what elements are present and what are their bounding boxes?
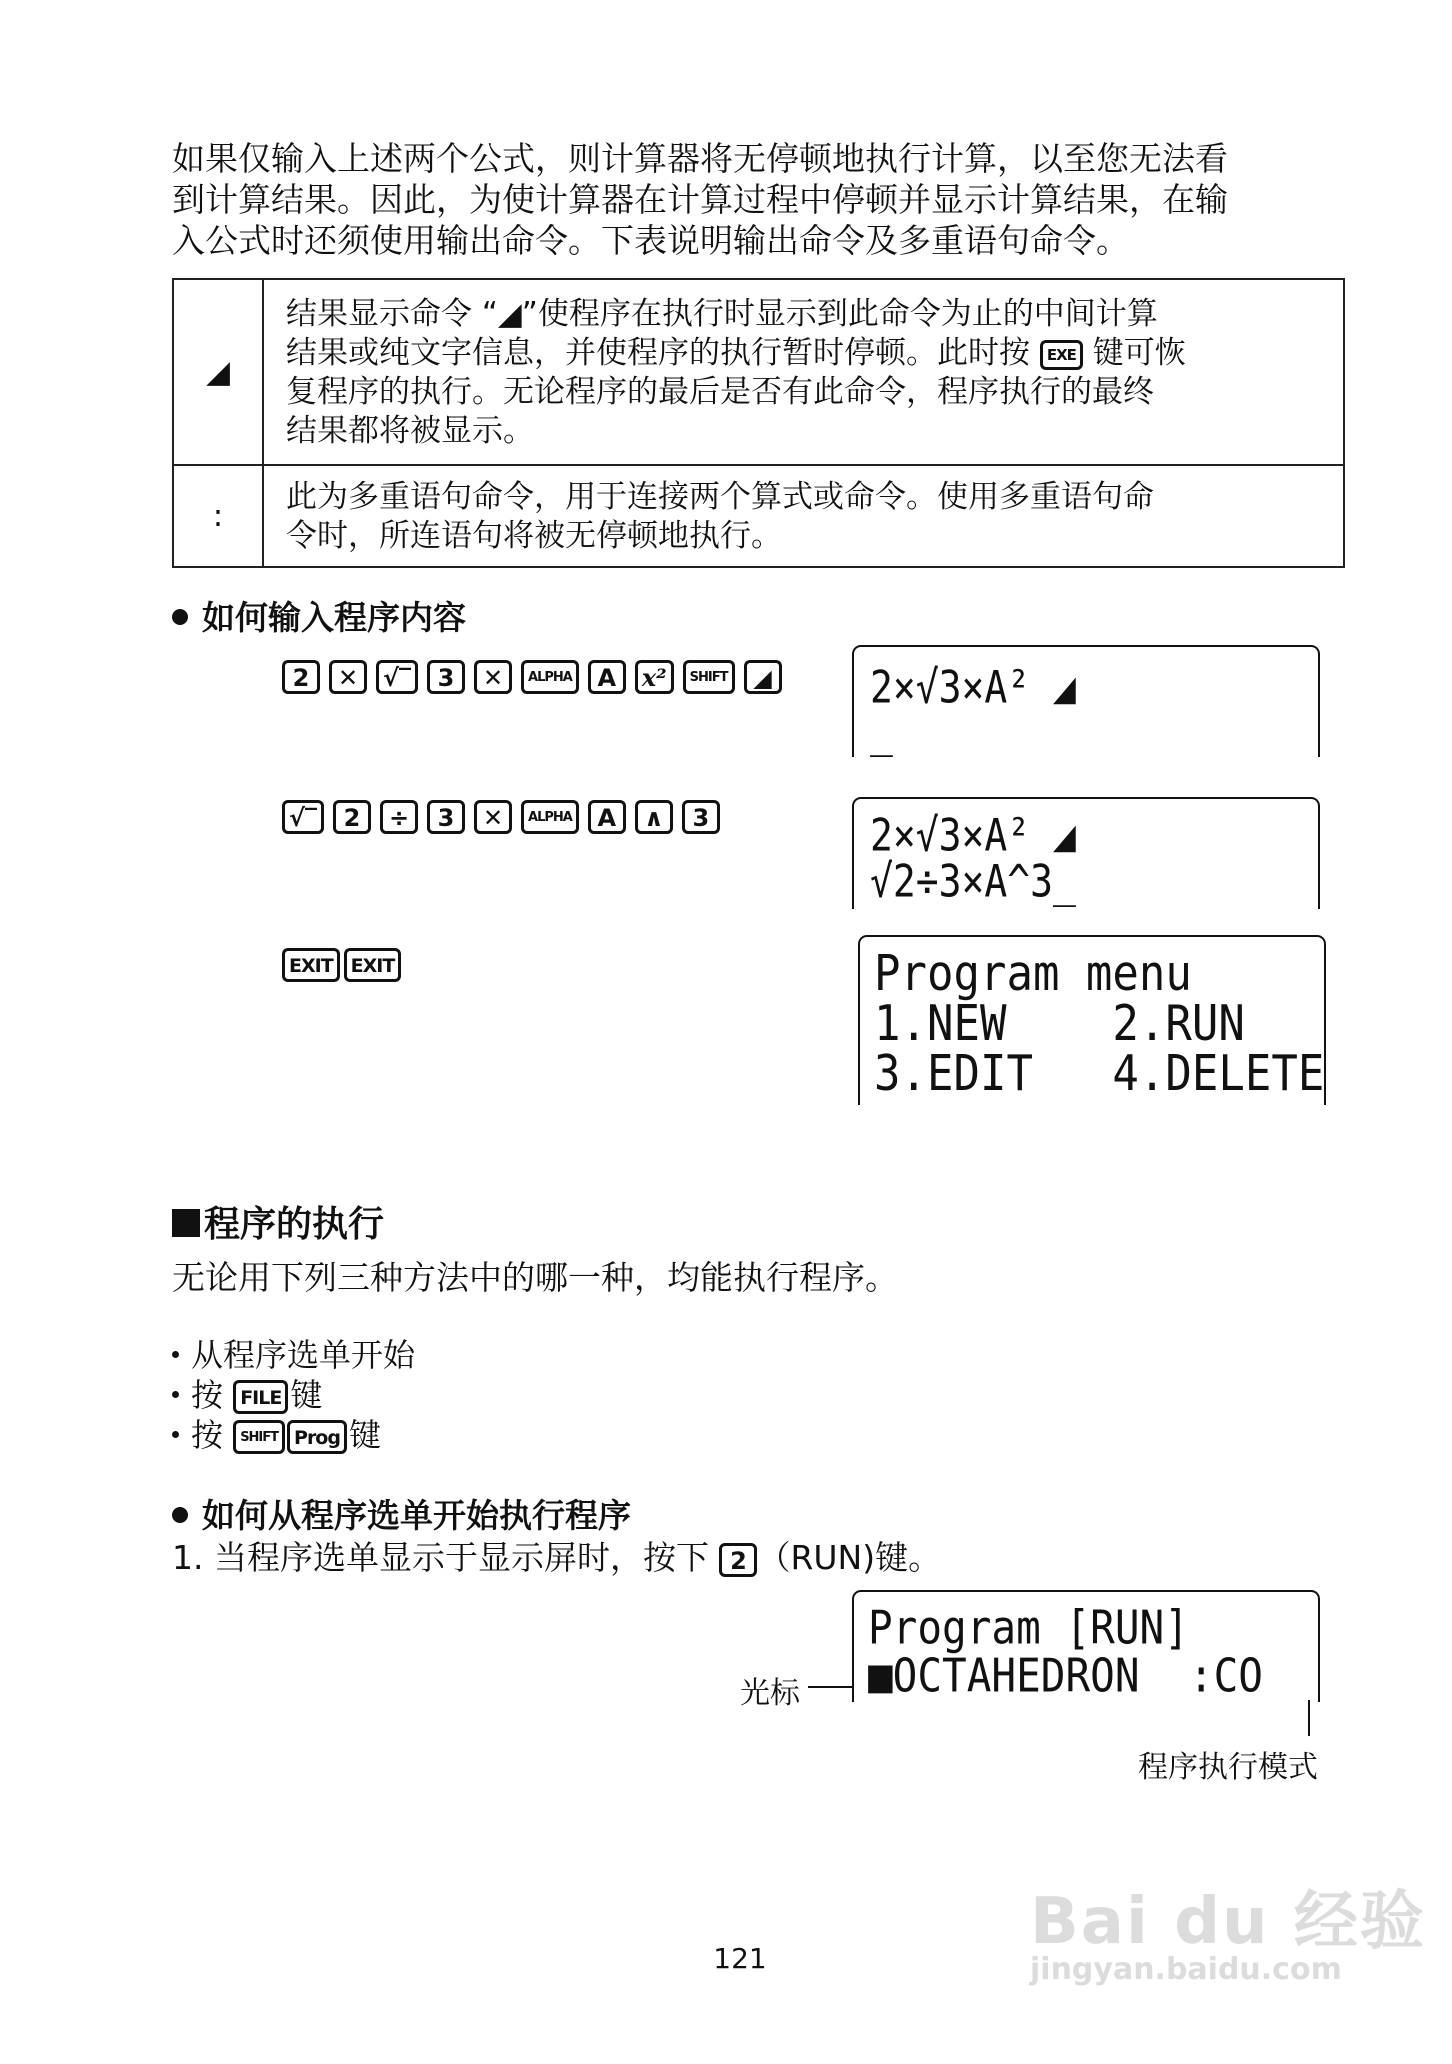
bullet-icon — [172, 609, 188, 625]
section-input-title-text: 如何输入程序内容 — [202, 598, 466, 637]
method-text: 按 — [191, 1416, 234, 1454]
key-display-command: ◢ — [744, 660, 782, 694]
key-sqrt: √‾ — [282, 800, 324, 834]
key-multiply: ✕ — [329, 660, 367, 694]
key-3: 3 — [682, 800, 720, 834]
watermark-url: jingyan.baidu.com — [1030, 1952, 1342, 1987]
desc-line: 结果显示命令 “◢”使程序在执行时显示到此命令为止的中间计算 — [286, 296, 1158, 332]
key-x-squared: x² — [635, 660, 674, 694]
key-2: 2 — [282, 660, 320, 694]
key-sqrt: √‾ — [376, 660, 418, 694]
lcd-screen-1 — [852, 645, 1320, 757]
section-exec-intro: 无论用下列三种方法中的哪一种，均能执行程序。 — [172, 1258, 898, 1297]
intro-line: 到计算结果。因此，为使计算器在计算过程中停顿并显示计算结果，在输 — [172, 180, 1228, 219]
intro-paragraph — [172, 138, 1344, 261]
step-text: （RUN)键。 — [757, 1538, 942, 1577]
table-row — [173, 279, 1344, 465]
command-table — [172, 278, 1345, 568]
method-text: 键 — [348, 1416, 381, 1454]
key-a: A — [588, 660, 626, 694]
key-a: A — [588, 800, 626, 834]
display-command-symbol: ◢ — [173, 279, 263, 465]
method-text: 按 — [191, 1376, 234, 1414]
desc-line: 结果都将被显示。 — [286, 413, 534, 449]
lcd-line: 1.NEW 2.RUN — [874, 995, 1245, 1053]
section-exec-heading — [172, 1196, 384, 1247]
key-multiply: ✕ — [474, 660, 512, 694]
lcd-line: √2÷3×A^3_ — [870, 855, 1076, 907]
method-text: 键 — [290, 1376, 323, 1414]
bullet-icon — [172, 1507, 188, 1523]
lcd-line: Program menu — [874, 945, 1192, 1003]
keystroke-sequence-2 — [282, 800, 729, 834]
intro-line: 入公式时还须使用输出命令。下表说明输出命令及多重语句命令。 — [172, 221, 1129, 260]
keystroke-sequence-1 — [282, 660, 791, 694]
key-shift: SHIFT — [683, 660, 735, 694]
multi-statement-description — [263, 465, 1344, 567]
desc-line: 此为多重语句命令，用于连接两个算式或命令。使用多重语句命 — [286, 479, 1154, 515]
key-multiply: ✕ — [474, 800, 512, 834]
desc-text: 结果或纯文字信息，并使程序的执行暂时停顿。此时按 — [286, 335, 1040, 371]
key-power: ∧ — [635, 800, 673, 834]
label-mode: 程序执行模式 — [1138, 1750, 1318, 1785]
section-run-title-text: 如何从程序选单开始执行程序 — [202, 1496, 631, 1535]
key-prog: Prog — [287, 1420, 347, 1454]
key-2: 2 — [719, 1543, 757, 1577]
desc-line: 复程序的执行。无论程序的最后是否有此命令，程序执行的最终 — [286, 374, 1154, 410]
lcd-screen-2 — [852, 797, 1320, 909]
exe-key: EXE — [1040, 340, 1083, 370]
section-run-title — [172, 1490, 631, 1537]
section-input-title — [172, 592, 466, 639]
key-3: 3 — [427, 800, 465, 834]
key-file: FILE — [233, 1380, 288, 1414]
key-divide: ÷ — [380, 800, 418, 834]
leader-line — [1308, 1700, 1310, 1736]
lcd-cursor-line: _ — [870, 705, 893, 757]
desc-text: 键可恢 — [1082, 335, 1186, 371]
keystroke-sequence-3 — [282, 948, 410, 982]
multi-statement-symbol: : — [173, 465, 263, 567]
lcd-line: ■OCTAHEDRON :CO — [868, 1648, 1263, 1702]
bullet-dot-icon — [172, 1431, 179, 1438]
key-alpha: ALPHA — [521, 660, 579, 694]
lcd-screen-program-menu — [858, 935, 1326, 1105]
table-row — [173, 465, 1344, 567]
intro-line: 如果仅输入上述两个公式，则计算器将无停顿地执行计算，以至您无法看 — [172, 139, 1228, 178]
key-exit: EXIT — [344, 948, 402, 982]
bullet-dot-icon — [172, 1391, 179, 1398]
bullet-dot-icon — [172, 1351, 179, 1358]
lcd-line: 2×√3×A² ◢ — [870, 661, 1076, 713]
label-cursor: 光标 — [740, 1676, 800, 1711]
lcd-line: 3.EDIT 4.DELETE — [874, 1045, 1325, 1103]
section-exec-heading-text: 程序的执行 — [204, 1204, 385, 1245]
run-step-1 — [172, 1532, 941, 1579]
method-text: 从程序选单开始 — [191, 1336, 416, 1374]
page-number: 121 — [713, 1942, 767, 1975]
leader-line — [808, 1686, 854, 1688]
desc-line — [286, 334, 1329, 373]
method-item — [172, 1410, 381, 1456]
key-exit: EXIT — [282, 948, 340, 982]
square-bullet-icon — [172, 1209, 200, 1237]
key-3: 3 — [427, 660, 465, 694]
lcd-line: 2×√3×A² ◢ — [870, 809, 1076, 861]
key-alpha: ALPHA — [521, 800, 579, 834]
step-text: 1. 当程序选单显示于显示屏时，按下 — [172, 1538, 720, 1577]
watermark-brand: Bai du 经验 — [1030, 1885, 1426, 1959]
lcd-screen-run — [852, 1590, 1320, 1702]
desc-line: 令时，所连语句将被无停顿地执行。 — [286, 518, 782, 554]
key-shift: SHIFT — [233, 1420, 285, 1454]
display-command-description — [263, 279, 1344, 465]
lcd-line: Program [RUN] — [868, 1600, 1189, 1655]
key-2: 2 — [333, 800, 371, 834]
